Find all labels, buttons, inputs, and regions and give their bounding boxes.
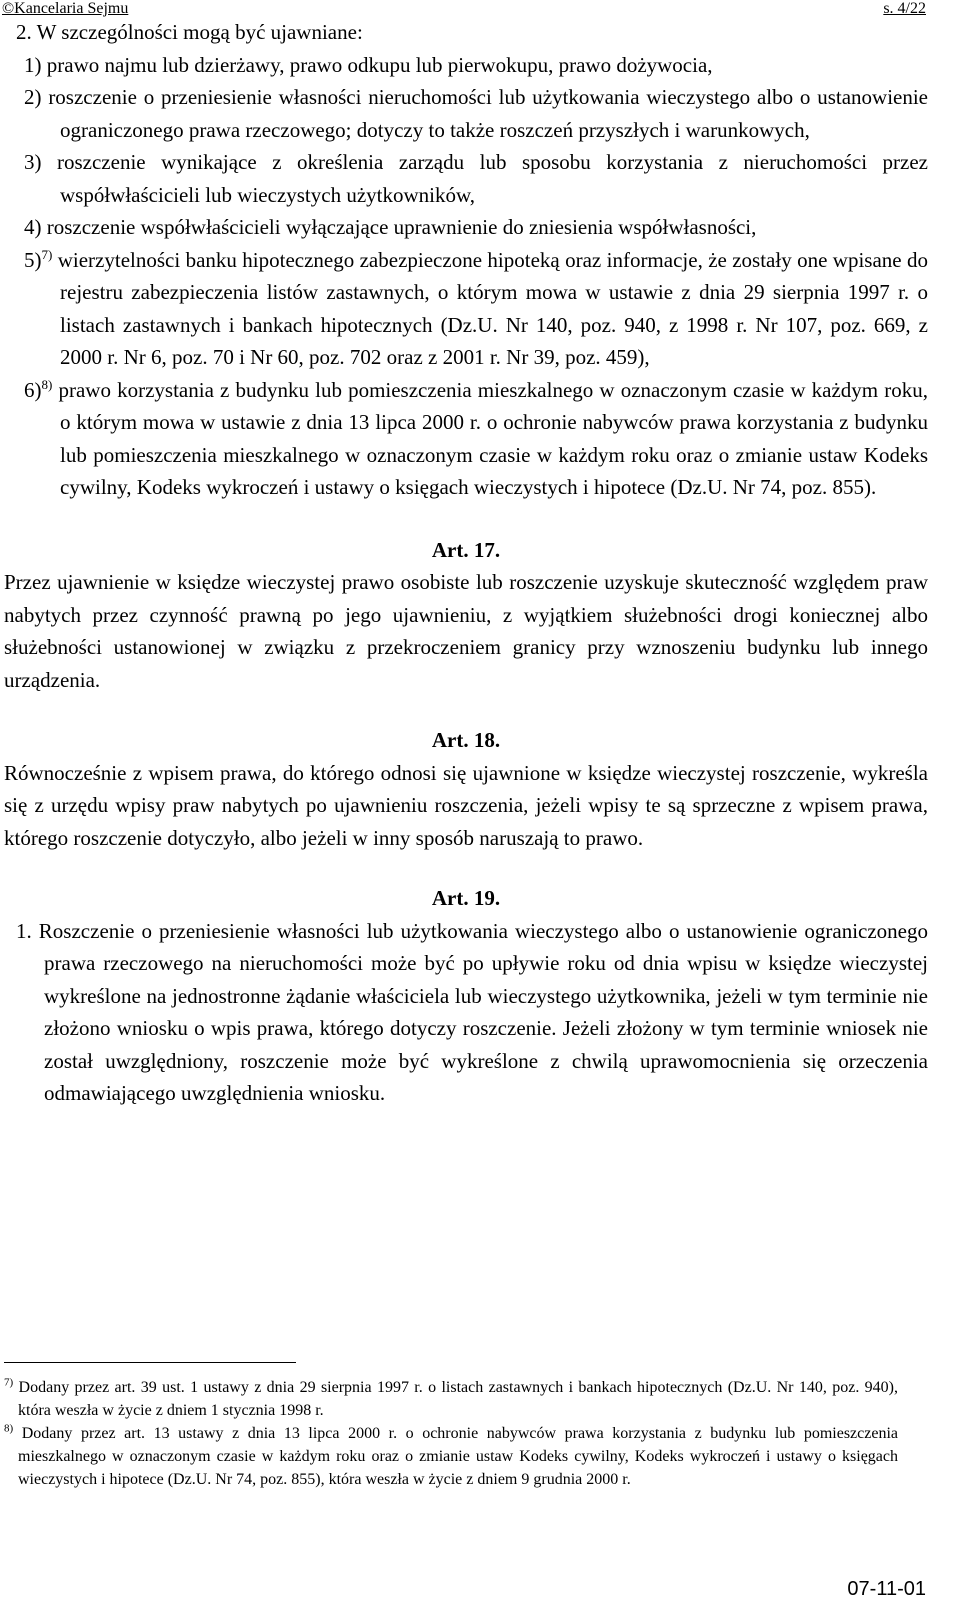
list-item-text: roszczenie wynikające z określenia zarządu lub sposobu korzystania z nieruchomości przez współwłaścicieli lub wieczystych użytkowników, bbox=[57, 150, 928, 207]
section-point-2 bbox=[4, 16, 928, 504]
article-19-item-1: 1. Roszczenie o przeniesienie własności lub użytkowania wieczystego albo o ustanowienie ograniczonego prawa rzeczowego na nieruchomości może być po upływie roku od dnia wpisu w księdze wieczystej wykreślone na jednostronne żądanie właściciela lub wieczystego użytkownika, jeżeli w tym terminie nie złożono wniosku o wpis prawa, którego dotyczy roszczenie. Jeżeli złożony w tym terminie wniosek nie został uwzględniony, roszczenie może być wykreślone z chwilą uprawomocnienia się orzeczenia odmawiającego uwzględnienia wniosku. bbox=[16, 918, 928, 1105]
footnote-ref-7[interactable]: 7) bbox=[41, 246, 53, 262]
point-2-lead: 2. W szczególności mogą być ujawniane: bbox=[16, 20, 363, 44]
list-item-number: 4) bbox=[24, 215, 42, 239]
list-item-text: roszczenie o przeniesienie własności nieruchomości lub użytkowania wieczystego albo o ustanowienie ograniczonego prawa rzeczowego; dotyczy to także roszczeń przyszłych i warunkowych, bbox=[48, 85, 929, 142]
header-source: ©Kancelaria Sejmu bbox=[2, 0, 129, 17]
article-19-heading: Art. 19. bbox=[431, 886, 501, 910]
list-item-2 bbox=[24, 81, 928, 146]
list-item-number: 5) bbox=[24, 247, 42, 272]
footnote-mark: 7) bbox=[4, 1376, 14, 1389]
list-item-1 bbox=[24, 49, 928, 82]
footnote-mark: 8) bbox=[4, 1422, 14, 1435]
footnote-ref-8[interactable]: 8) bbox=[41, 376, 53, 392]
list-item-5 bbox=[24, 244, 928, 374]
footnote-7 bbox=[4, 1376, 898, 1422]
list-item-text: wierzytelności banku hipotecznego zabezpieczone hipoteką oraz informacje, że zostały one wpisane do rejestru zabezpieczenia listów zastawnych, o którym mowa w ustawie z dnia 29 sierpnia 1997 r. o listach zastawnych i bankach hipotecznych (Dz.U. Nr 140, poz. 940, z 1998 r. Nr 107, poz. 669, z 2000 r. Nr 6, poz. 70 i Nr 60, poz. 702 oraz z 2001 r. Nr 39, poz. 459), bbox=[57, 247, 928, 369]
article-17-heading: Art. 17. bbox=[431, 537, 501, 562]
list-item-number: 2) bbox=[24, 85, 42, 109]
list-item-number: 6) bbox=[24, 377, 42, 402]
article-17-text: Przez ujawnienie w księdze wieczystej prawo osobiste lub roszczenie uzyskuje skuteczność względem praw nabytych przez czynność prawną po jego ujawnieniu, z wyjątkiem służebności drogi koniecznej albo służebności ustanowionej w związku z przekroczeniem granicy przy wznoszeniu budynku lub innego urządzenia. bbox=[4, 570, 928, 692]
footnote-8 bbox=[4, 1422, 898, 1491]
point-2-list bbox=[10, 49, 928, 504]
article-18-text: Równocześnie z wpisem prawa, do którego odnosi się ujawnione w księdze wieczystej roszczenie, wykreśla się z urzędu wpisy praw nabytych po ujawnieniu roszczenia, jeżeli wpisy te są sprzeczne z wpisem prawa, którego roszczenie dotyczyło, albo jeżeli w inny sposób naruszają to prawo. bbox=[4, 760, 928, 850]
footnote-text: Dodany przez art. 13 ustawy z dnia 13 lipca 2000 r. o ochronie nabywców prawa korzystania z budynku lub pomieszczenia mieszkalnego w oznaczonym czasie w każdym roku oraz o zmianie ustaw Kodeks cywilny, Kodeks wykroczeń i ustawy o księgach wieczystych i hipotece (Dz.U. Nr 74, poz. 855), która weszła w życie z dniem 9 grudnia 2000 r. bbox=[18, 1425, 899, 1488]
list-item-text: prawo najmu lub dzierżawy, prawo odkupu lub pierwokupu, prawo dożywocia, bbox=[46, 52, 713, 77]
footnotes bbox=[4, 1376, 898, 1491]
page-code: 07-11-01 bbox=[847, 1578, 926, 1600]
list-item-text: prawo korzystania z budynku lub pomieszczenia mieszkalnego w oznaczonym czasie w każdym roku, o którym mowa w ustawie z dnia 13 lipca 2000 r. o ochronie nabywców prawa korzystania z budynku lub pomieszczenia mieszkalnego w oznaczonym czasie w każdym roku oraz o zmianie ustaw Kodeks cywilny, Kodeks wykroczeń i ustawy o księgach wieczystych i hipotece (Dz.U. Nr 74, poz. 855). bbox=[58, 377, 929, 499]
list-item-6 bbox=[24, 374, 928, 504]
footnote-text: Dodany przez art. 39 ust. 1 ustawy z dnia 29 sierpnia 1997 r. o listach zastawnych i bankach hipotecznych (Dz.U. Nr 140, poz. 940), która weszła w życie z dniem 1 stycznia 1998 r. bbox=[18, 1379, 898, 1419]
list-item-3 bbox=[24, 146, 928, 211]
list-item-text: roszczenie współwłaścicieli wyłączające uprawnienie do zniesienia współwłasności, bbox=[46, 215, 757, 239]
document-body bbox=[4, 16, 928, 1110]
list-item-number: 3) bbox=[24, 150, 42, 174]
list-item-4 bbox=[24, 211, 928, 244]
list-item-number: 1) bbox=[24, 52, 42, 77]
header-page-number: s. 4/22 bbox=[883, 0, 926, 17]
article-18-heading: Art. 18. bbox=[431, 728, 501, 752]
footnote-divider bbox=[4, 1362, 296, 1363]
